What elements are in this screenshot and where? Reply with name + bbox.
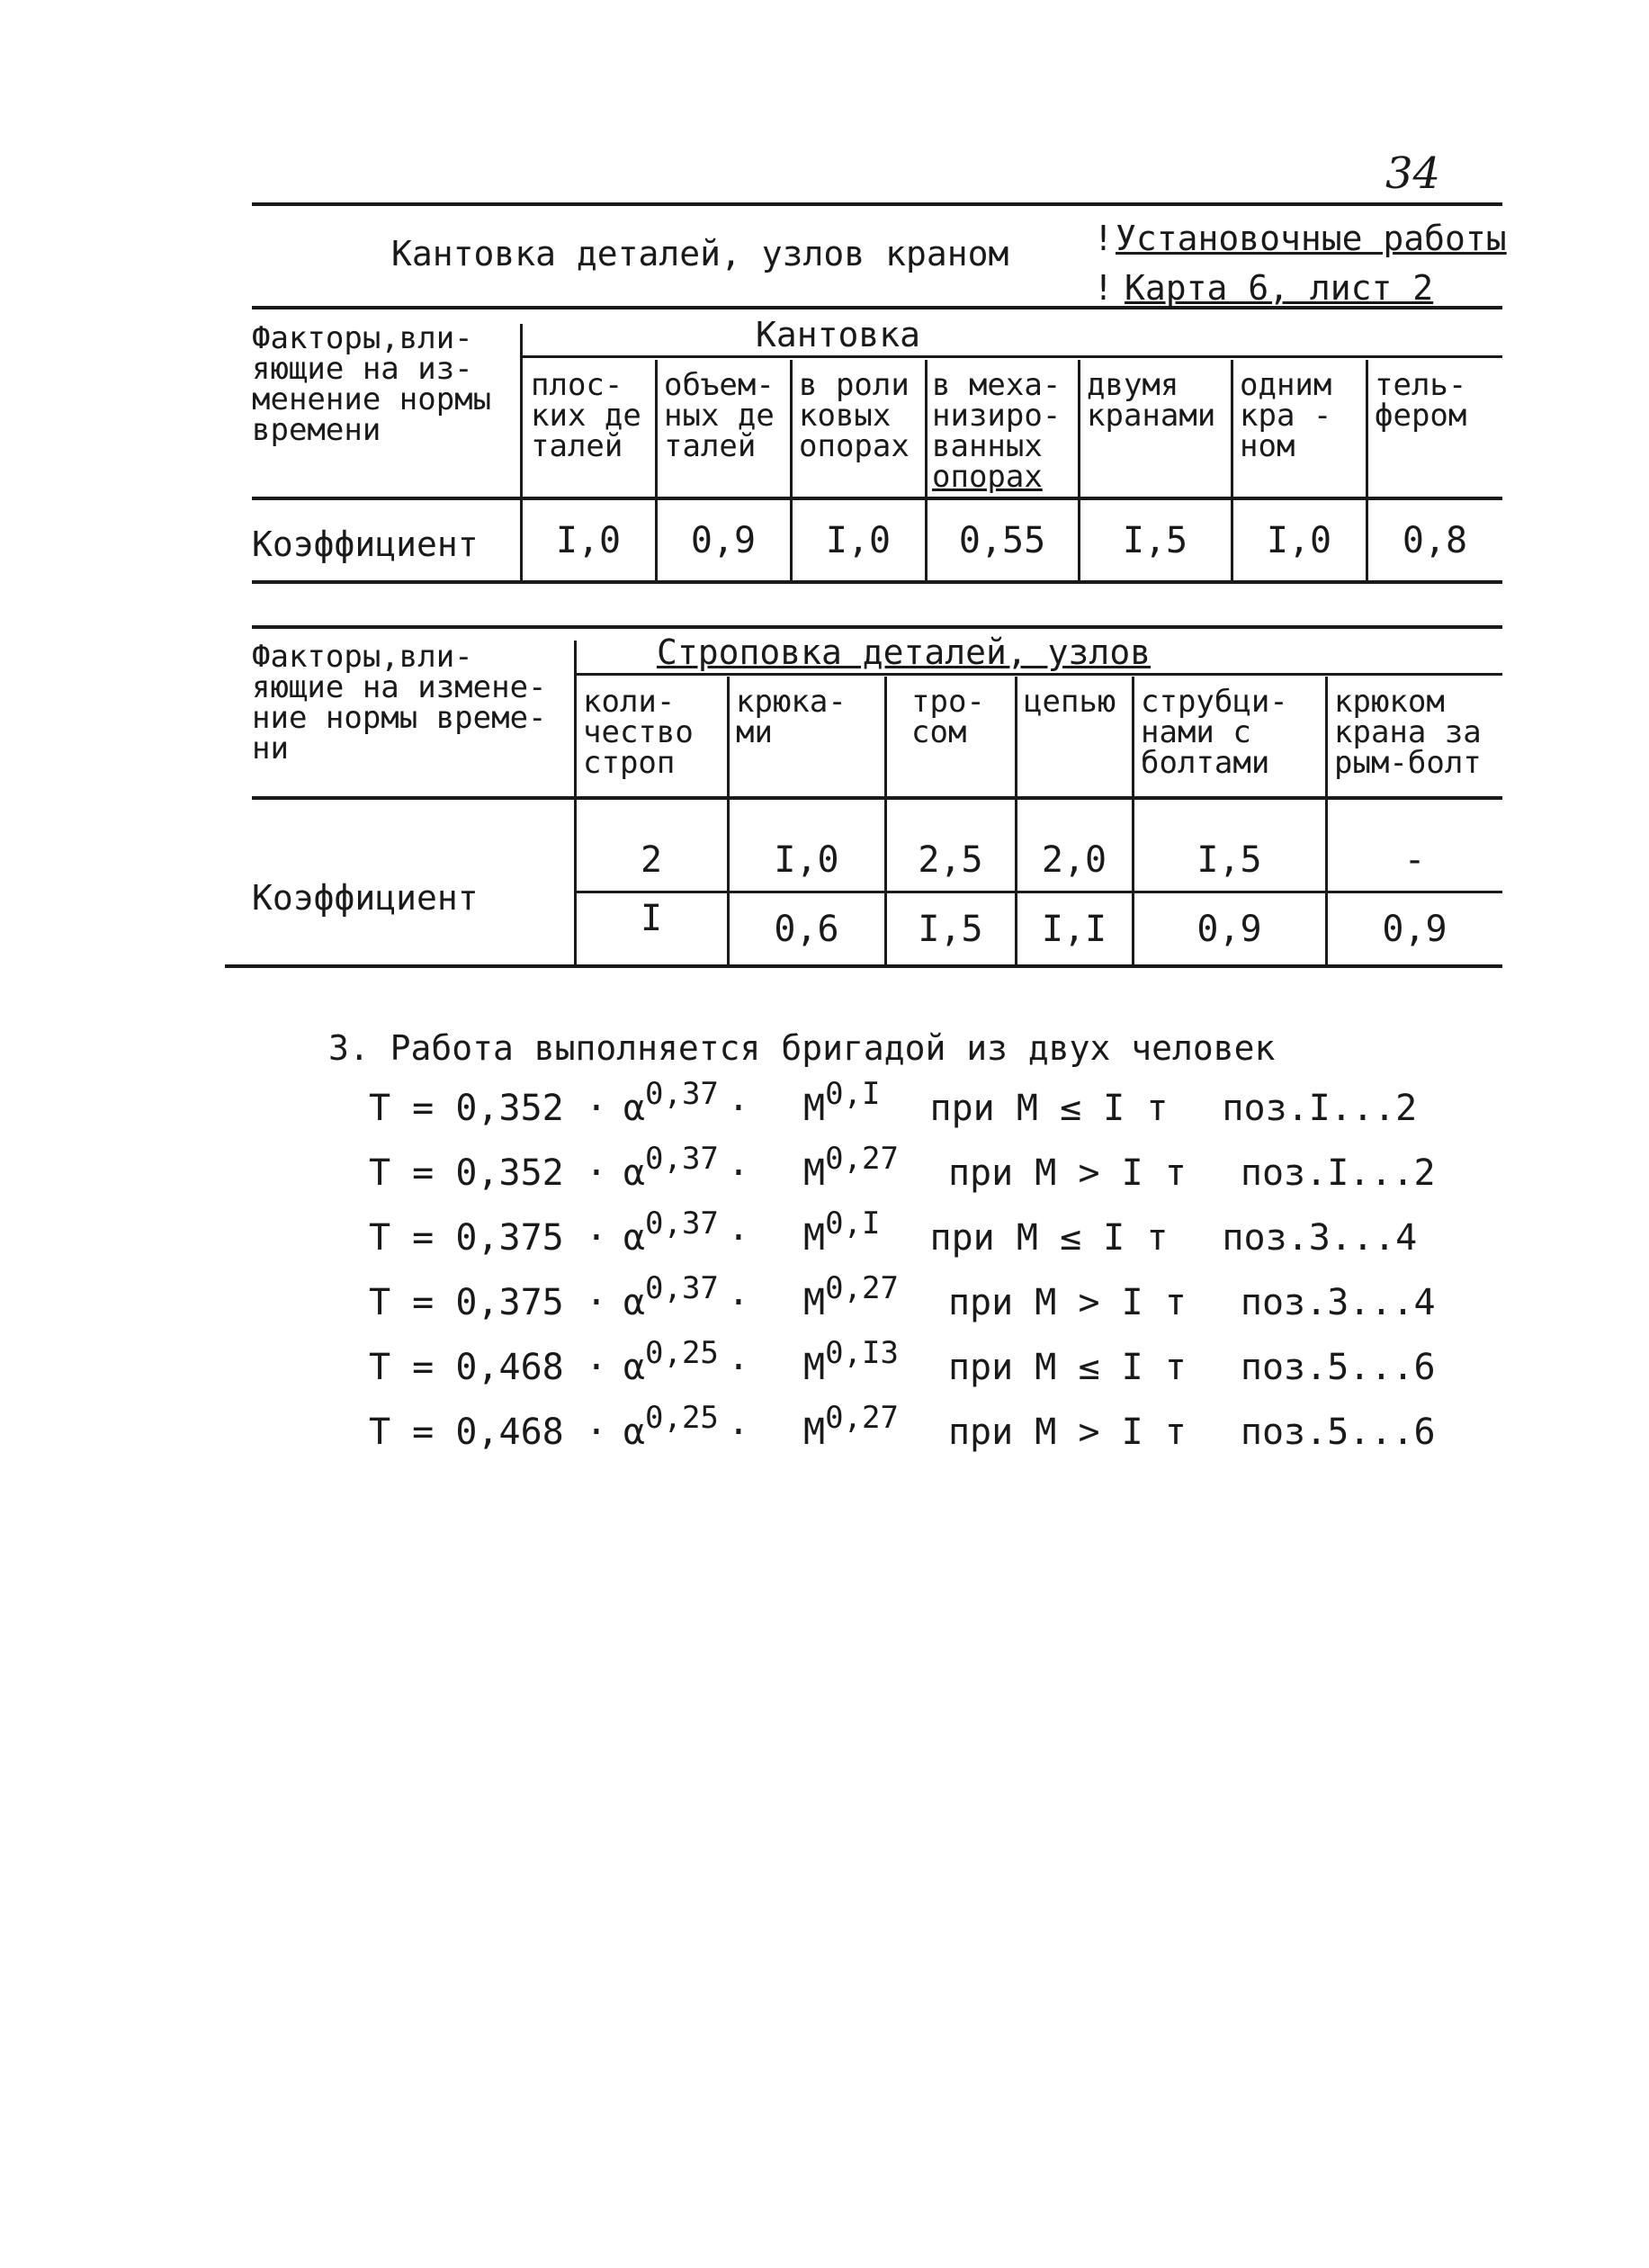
formula-m: М [802,1347,826,1388]
t1-value-6: I,0 [1266,520,1332,561]
formula-alpha-exp: 0,37 [645,1141,719,1177]
t1-col6-l1: одним [1240,367,1332,403]
t1-value-5: I,5 [1122,520,1188,561]
t2-r1-c3: 2,5 [918,839,983,881]
formula-dot: · [727,1412,749,1453]
t1-factors-line-2: яющие на из- [252,351,473,387]
formula-m-exp: 0,27 [825,1270,899,1306]
t2-col4-l1: цепью [1024,684,1116,720]
t1-col3-l1: в роли [799,367,910,403]
page-number: 34 [1385,148,1441,199]
t2-col2-l2: ми [736,714,773,750]
formula-m-exp: 0,27 [825,1400,899,1436]
formula-condition: при М > I т [947,1412,1187,1453]
header-section-bang: ! [1093,219,1114,258]
t1-col2-l3: талей [664,428,757,464]
formula-m-exp: 0,I3 [825,1335,899,1371]
formula-alpha-exp: 0,37 [645,1206,719,1242]
t1-col1-l1: плос- [531,367,623,403]
formula-alpha: α [623,1152,645,1194]
formula-position: поз.5...6 [1240,1412,1436,1453]
t2-factors-line-1: Факторы,вли- [252,639,473,675]
formula-condition: при М ≤ I т [929,1088,1169,1129]
t1-factors-line-4: времени [252,412,381,448]
t1-group-rule [522,355,1502,358]
t1-row-label: Коэффициент [252,524,479,564]
t1-col4-l2: низиро- [932,398,1062,434]
formula-position: поз.5...6 [1240,1347,1436,1388]
formula-t: T = 0,352 · [369,1088,607,1129]
t1-col3-l3: опорах [799,428,910,464]
t1-group-label: Кантовка [756,315,921,354]
formula-m: М [802,1282,826,1323]
t1-col3-l2: ковых [799,398,892,434]
t1-col4-l3: ванных [932,428,1043,464]
t1-col1-l3: талей [531,428,623,464]
t2-col1-l3: строп [583,745,676,781]
t2-col1-l1: коли- [583,684,676,720]
formula-row [369,1076,1418,1130]
t2-col3-l2: сом [911,714,967,750]
formula-row [369,1270,1436,1324]
t1-value-2: 0,9 [690,520,757,561]
formula-alpha: α [623,1217,645,1259]
formula-row [369,1400,1436,1454]
formula-position: поз.I...2 [1222,1088,1418,1129]
formula-m-exp: 0,I [825,1076,881,1112]
formula-m-exp: 0,I [825,1206,881,1242]
t2-r2-c6: 0,9 [1382,909,1447,950]
t1-col2-l2: ных де [664,398,775,434]
formula-condition: при М > I т [947,1152,1187,1194]
formula-alpha: α [623,1282,645,1323]
t2-group-rule [576,673,1502,676]
t1-col1-l2: ких де [531,398,641,434]
header-title: Кантовка деталей, узлов краном [391,234,1009,273]
t2-r1-c5: I,5 [1196,839,1262,881]
formula-condition: при М > I т [947,1282,1187,1323]
t2-r2-c4: I,I [1041,909,1107,950]
formula-dot: · [727,1217,749,1259]
t2-r2-c2: 0,6 [774,909,839,950]
t2-col3-l1: тро- [911,684,985,720]
formula-condition: при М ≤ I т [947,1347,1187,1388]
t2-factors-line-3: ние нормы време- [252,700,547,736]
t1-col5-l2: кранами [1087,398,1216,434]
t1-col4-l1: в меха- [932,367,1062,403]
formula-dot: · [727,1282,749,1323]
t2-r1-c6: - [1403,839,1426,881]
formula-t: T = 0,468 · [369,1347,607,1388]
top-rule [252,202,1502,206]
t2-top-rule [252,625,1502,629]
t2-row-label: Коэффициент [252,878,479,918]
header-card: Карта 6, лист 2 [1125,268,1434,308]
formula-position: поз.3...4 [1240,1282,1436,1323]
formula-position: поз.I...2 [1240,1152,1436,1194]
t2-r2-c3: I,5 [918,909,983,950]
t1-value-1: I,0 [555,520,622,561]
t2-col6-l3: рым-болт [1334,745,1482,781]
t1-col6-l3: ном [1240,428,1295,464]
formula-row [369,1206,1418,1260]
formula-alpha-exp: 0,37 [645,1270,719,1306]
header-section: Установочные работы [1116,219,1507,258]
t2-col5-l2: нами с [1141,714,1251,750]
t2-col1-l2: чество [583,714,694,750]
formula-alpha: α [623,1088,645,1129]
t2-factors-line-4: ни [252,731,289,766]
formula-t: T = 0,375 · [369,1217,607,1259]
formula-t: T = 0,352 · [369,1152,607,1194]
formula-m: М [802,1217,826,1259]
t2-r2-c5: 0,9 [1196,909,1262,950]
t2-group-label: Строповка деталей, узлов [657,632,1152,672]
formula-condition: при М ≤ I т [929,1217,1169,1259]
t1-value-7: 0,8 [1402,520,1468,561]
header-card-bang: ! [1093,268,1114,308]
t2-factors-line-2: яющие на измене- [252,669,547,705]
formula-t: T = 0,468 · [369,1412,607,1453]
t1-value-3: I,0 [825,520,892,561]
t2-r1-c4: 2,0 [1041,839,1107,881]
t2-r2-c1: I [640,898,663,939]
formula-dot: · [727,1088,749,1129]
formula-alpha-exp: 0,25 [645,1335,719,1371]
t2-r1-c1: 2 [640,839,663,881]
formula-m: М [802,1088,826,1129]
formula-m-exp: 0,27 [825,1141,899,1177]
t2-col5-l1: струбци- [1141,684,1288,720]
formula-t: T = 0,375 · [369,1282,607,1323]
formula-row [369,1141,1436,1195]
t2-row-sep [576,891,1502,893]
t2-col6-l1: крюком [1334,684,1445,720]
formula-alpha-exp: 0,25 [645,1400,719,1436]
formula-row [369,1335,1436,1389]
t1-col5-l1: двумя [1087,367,1179,403]
t1-col4-l4: опорах [932,459,1043,495]
t1-col7-l1: тель- [1375,367,1467,403]
t1-header-rule [252,497,1502,500]
formula-alpha-exp: 0,37 [645,1076,719,1112]
note-text: 3. Работа выполняется бригадой из двух человек [328,1028,1276,1068]
t2-col2-l1: крюка- [736,684,847,720]
t1-factors-line-3: менение нормы [252,381,492,417]
t2-r1-c2: I,0 [774,839,839,881]
t2-header-rule [252,796,1502,800]
t1-bottom-rule [252,580,1502,584]
t1-factors-line-1: Факторы,вли- [252,320,473,356]
formula-dot: · [727,1152,749,1194]
t1-col2-l1: объем- [664,367,775,403]
header-bottom-rule [252,306,1502,309]
t1-col7-l2: фером [1375,398,1467,434]
t2-col5-l3: болтами [1141,745,1270,781]
formula-alpha: α [623,1412,645,1453]
formula-m: М [802,1412,826,1453]
t2-col6-l2: крана за [1334,714,1482,750]
formula-m: М [802,1152,826,1194]
t2-bottom-rule [225,964,1502,968]
formula-dot: · [727,1347,749,1388]
t1-col6-l2: кра - [1240,398,1332,434]
t1-value-4: 0,55 [958,520,1046,561]
formula-position: поз.3...4 [1222,1217,1418,1259]
formula-alpha: α [623,1347,645,1388]
